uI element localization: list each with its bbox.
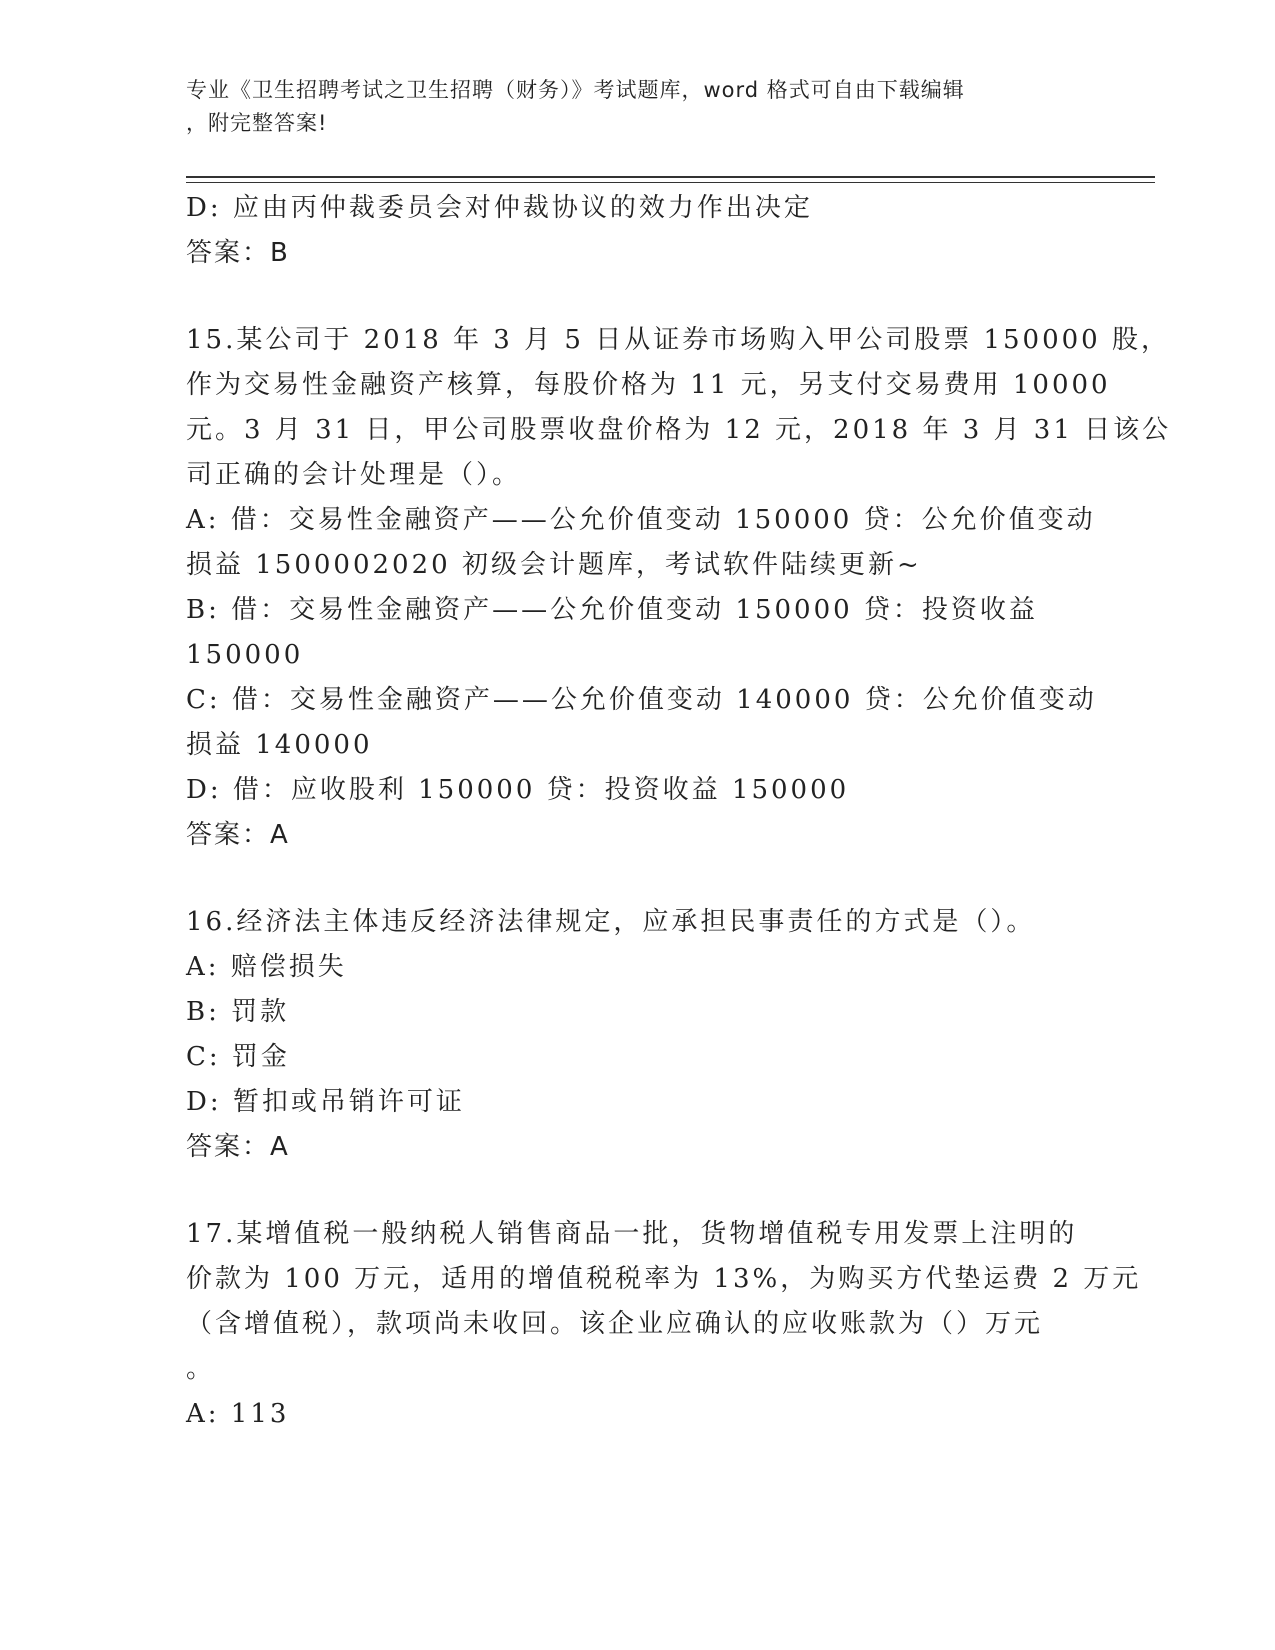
option-a: A: 借：交易性金融资产——公允价值变动 150000 贷：公允价值变动 — [186, 505, 1096, 535]
answer-line: 答案：A — [186, 820, 290, 850]
option-d: D: 应由丙仲裁委员会对仲裁协议的效力作出决定 — [186, 193, 813, 223]
question-stem-line: （含增值税），款项尚未收回。该企业应确认的应收账款为（）万元 — [186, 1309, 1044, 1339]
header-line-2: ，附完整答案! — [186, 111, 328, 135]
question-stem-line: 作为交易性金融资产核算，每股价格为 11 元，另支付交易费用 10000 — [186, 370, 1111, 400]
option-d: D: 借：应收股利 150000 贷：投资收益 150000 — [186, 775, 850, 805]
question-stem-line: 16.经济法主体违反经济法律规定，应承担民事责任的方式是（）。 — [186, 907, 1036, 937]
question-17 — [186, 1212, 1142, 1437]
option-c: C: 罚金 — [186, 1042, 290, 1072]
option-b: B: 罚款 — [186, 997, 290, 1027]
answer-line: 答案：A — [186, 1132, 290, 1162]
header-line-1: 专业《卫生招聘考试之卫生招聘（财务）》考试题库，word 格式可自由下载编辑 — [186, 78, 965, 102]
question-stem-line: 司正确的会计处理是（）。 — [186, 460, 522, 490]
header-divider-thick — [186, 176, 1155, 178]
option-b-continued: 150000 — [186, 640, 304, 670]
option-a: A: 赔偿损失 — [186, 952, 347, 982]
question-stem-line: 。 — [186, 1354, 216, 1384]
question-16 — [186, 900, 1086, 1170]
option-a: A: 113 — [186, 1399, 290, 1429]
option-d: D: 暂扣或吊销许可证 — [186, 1087, 465, 1117]
spacer — [186, 858, 1086, 900]
question-stem-line: 17.某增值税一般纳税人销售商品一批，货物增值税专用发票上注明的 — [186, 1219, 1078, 1249]
question-15 — [186, 318, 1172, 858]
answer-line: 答案：B — [186, 238, 290, 268]
question-content — [186, 186, 1172, 1437]
option-c-continued: 损益 140000 — [186, 730, 373, 760]
spacer — [186, 276, 1086, 318]
header-divider-thin — [186, 182, 1155, 183]
spacer — [186, 1170, 1086, 1212]
option-b: B: 借：交易性金融资产——公允价值变动 150000 贷：投资收益 — [186, 595, 1038, 625]
question-14-tail — [186, 186, 1086, 276]
option-a-continued: 损益 1500002020 初级会计题库，考试软件陆续更新~ — [186, 550, 922, 580]
question-stem-line: 价款为 100 万元，适用的增值税税率为 13%，为购买方代垫运费 2 万元 — [186, 1264, 1142, 1294]
question-stem-line: 15.某公司于 2018 年 3 月 5 日从证券市场购入甲公司股票 150000 股， — [186, 325, 1170, 355]
option-c: C: 借：交易性金融资产——公允价值变动 140000 贷：公允价值变动 — [186, 685, 1097, 715]
question-stem-line: 元。3 月 31 日，甲公司股票收盘价格为 12 元，2018 年 3 月 31 日该公 — [186, 415, 1172, 445]
page-header — [186, 74, 1086, 140]
